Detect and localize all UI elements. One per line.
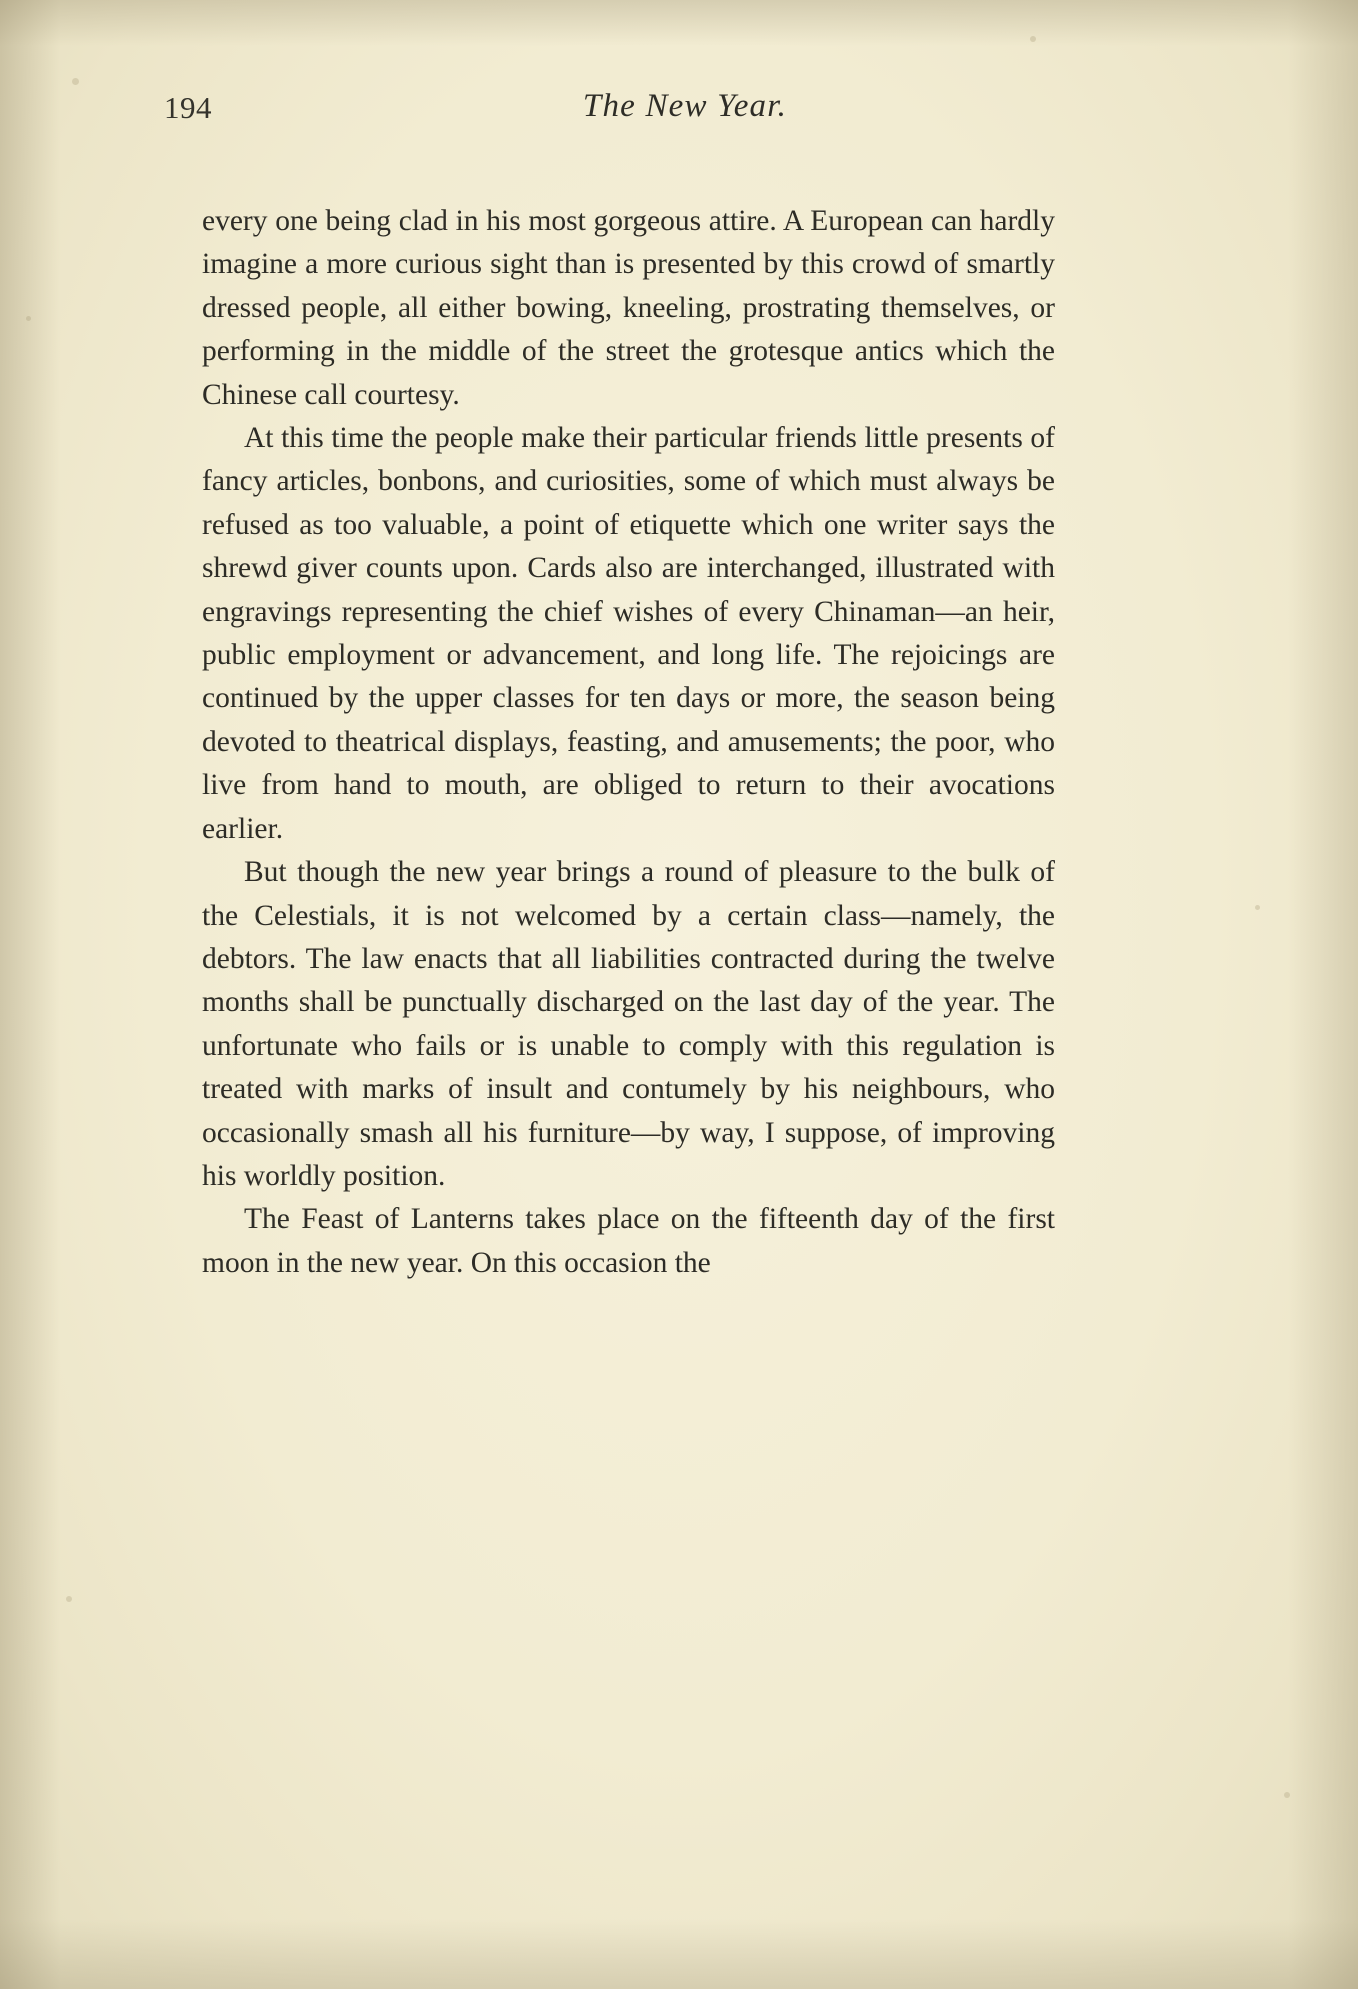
paper-speckle	[66, 1596, 72, 1602]
paper-speckle	[72, 78, 79, 85]
page-header	[150, 88, 1220, 138]
page-edge-shadow-right	[1288, 0, 1358, 1989]
paper-speckle	[1255, 905, 1260, 910]
paragraph: At this time the people make their particular friends little presents of fancy articles, bonbons, and curiosities, some of which must always be refused as too valuable, a point of etiquette which one writer says the shrewd giver counts upon. Cards also are interchanged, illustrated with engravings representing the chief wishes of every Chinaman—an heir, public employment or advancement, and long life. The rejoicings are continued by the upper classes for ten days or more, the season being devoted to theatrical displays, feasting, and amusements; the poor, who live from hand to mouth, are obliged to return to their avocations earlier.	[202, 422, 1055, 845]
running-title: The New Year.	[582, 88, 788, 124]
paragraph: But though the new year brings a round of pleasure to the bulk of the Celestials, it is not welcomed by a certain class—namely, the debtors. The law enacts that all liabilities contracted during the twelve months shall be punctually discharged on the last day of the year. The unfortunate who fails or is unable to comply with this regulation is treated with marks of insult and contumely by his neighbours, who occasionally smash all his furniture—by way, I suppose, of improving his worldly position.	[202, 856, 1055, 1192]
paper-speckle	[1284, 1792, 1290, 1798]
paper-speckle	[1030, 36, 1036, 42]
page-body	[202, 200, 1055, 1285]
page-edge-shadow-left	[0, 0, 60, 1989]
page-number: 194	[164, 90, 212, 125]
page-edge-shadow-top	[0, 0, 1358, 46]
paragraph: The Feast of Lanterns takes place on the fifteenth day of the first moon in the new year. On this occasion the	[202, 1203, 1055, 1279]
paper-speckle	[26, 316, 31, 321]
paragraph: every one being clad in his most gorgeous attire. A European can hardly imagine a more curious sight than is presented by this crowd of smartly dressed people, all either bowing, kneeling, prostrating themselves, or performing in the middle of the street the grotesque antics which the Chinese call courtesy.	[202, 205, 1055, 411]
page-edge-shadow-bottom	[0, 1919, 1358, 1989]
